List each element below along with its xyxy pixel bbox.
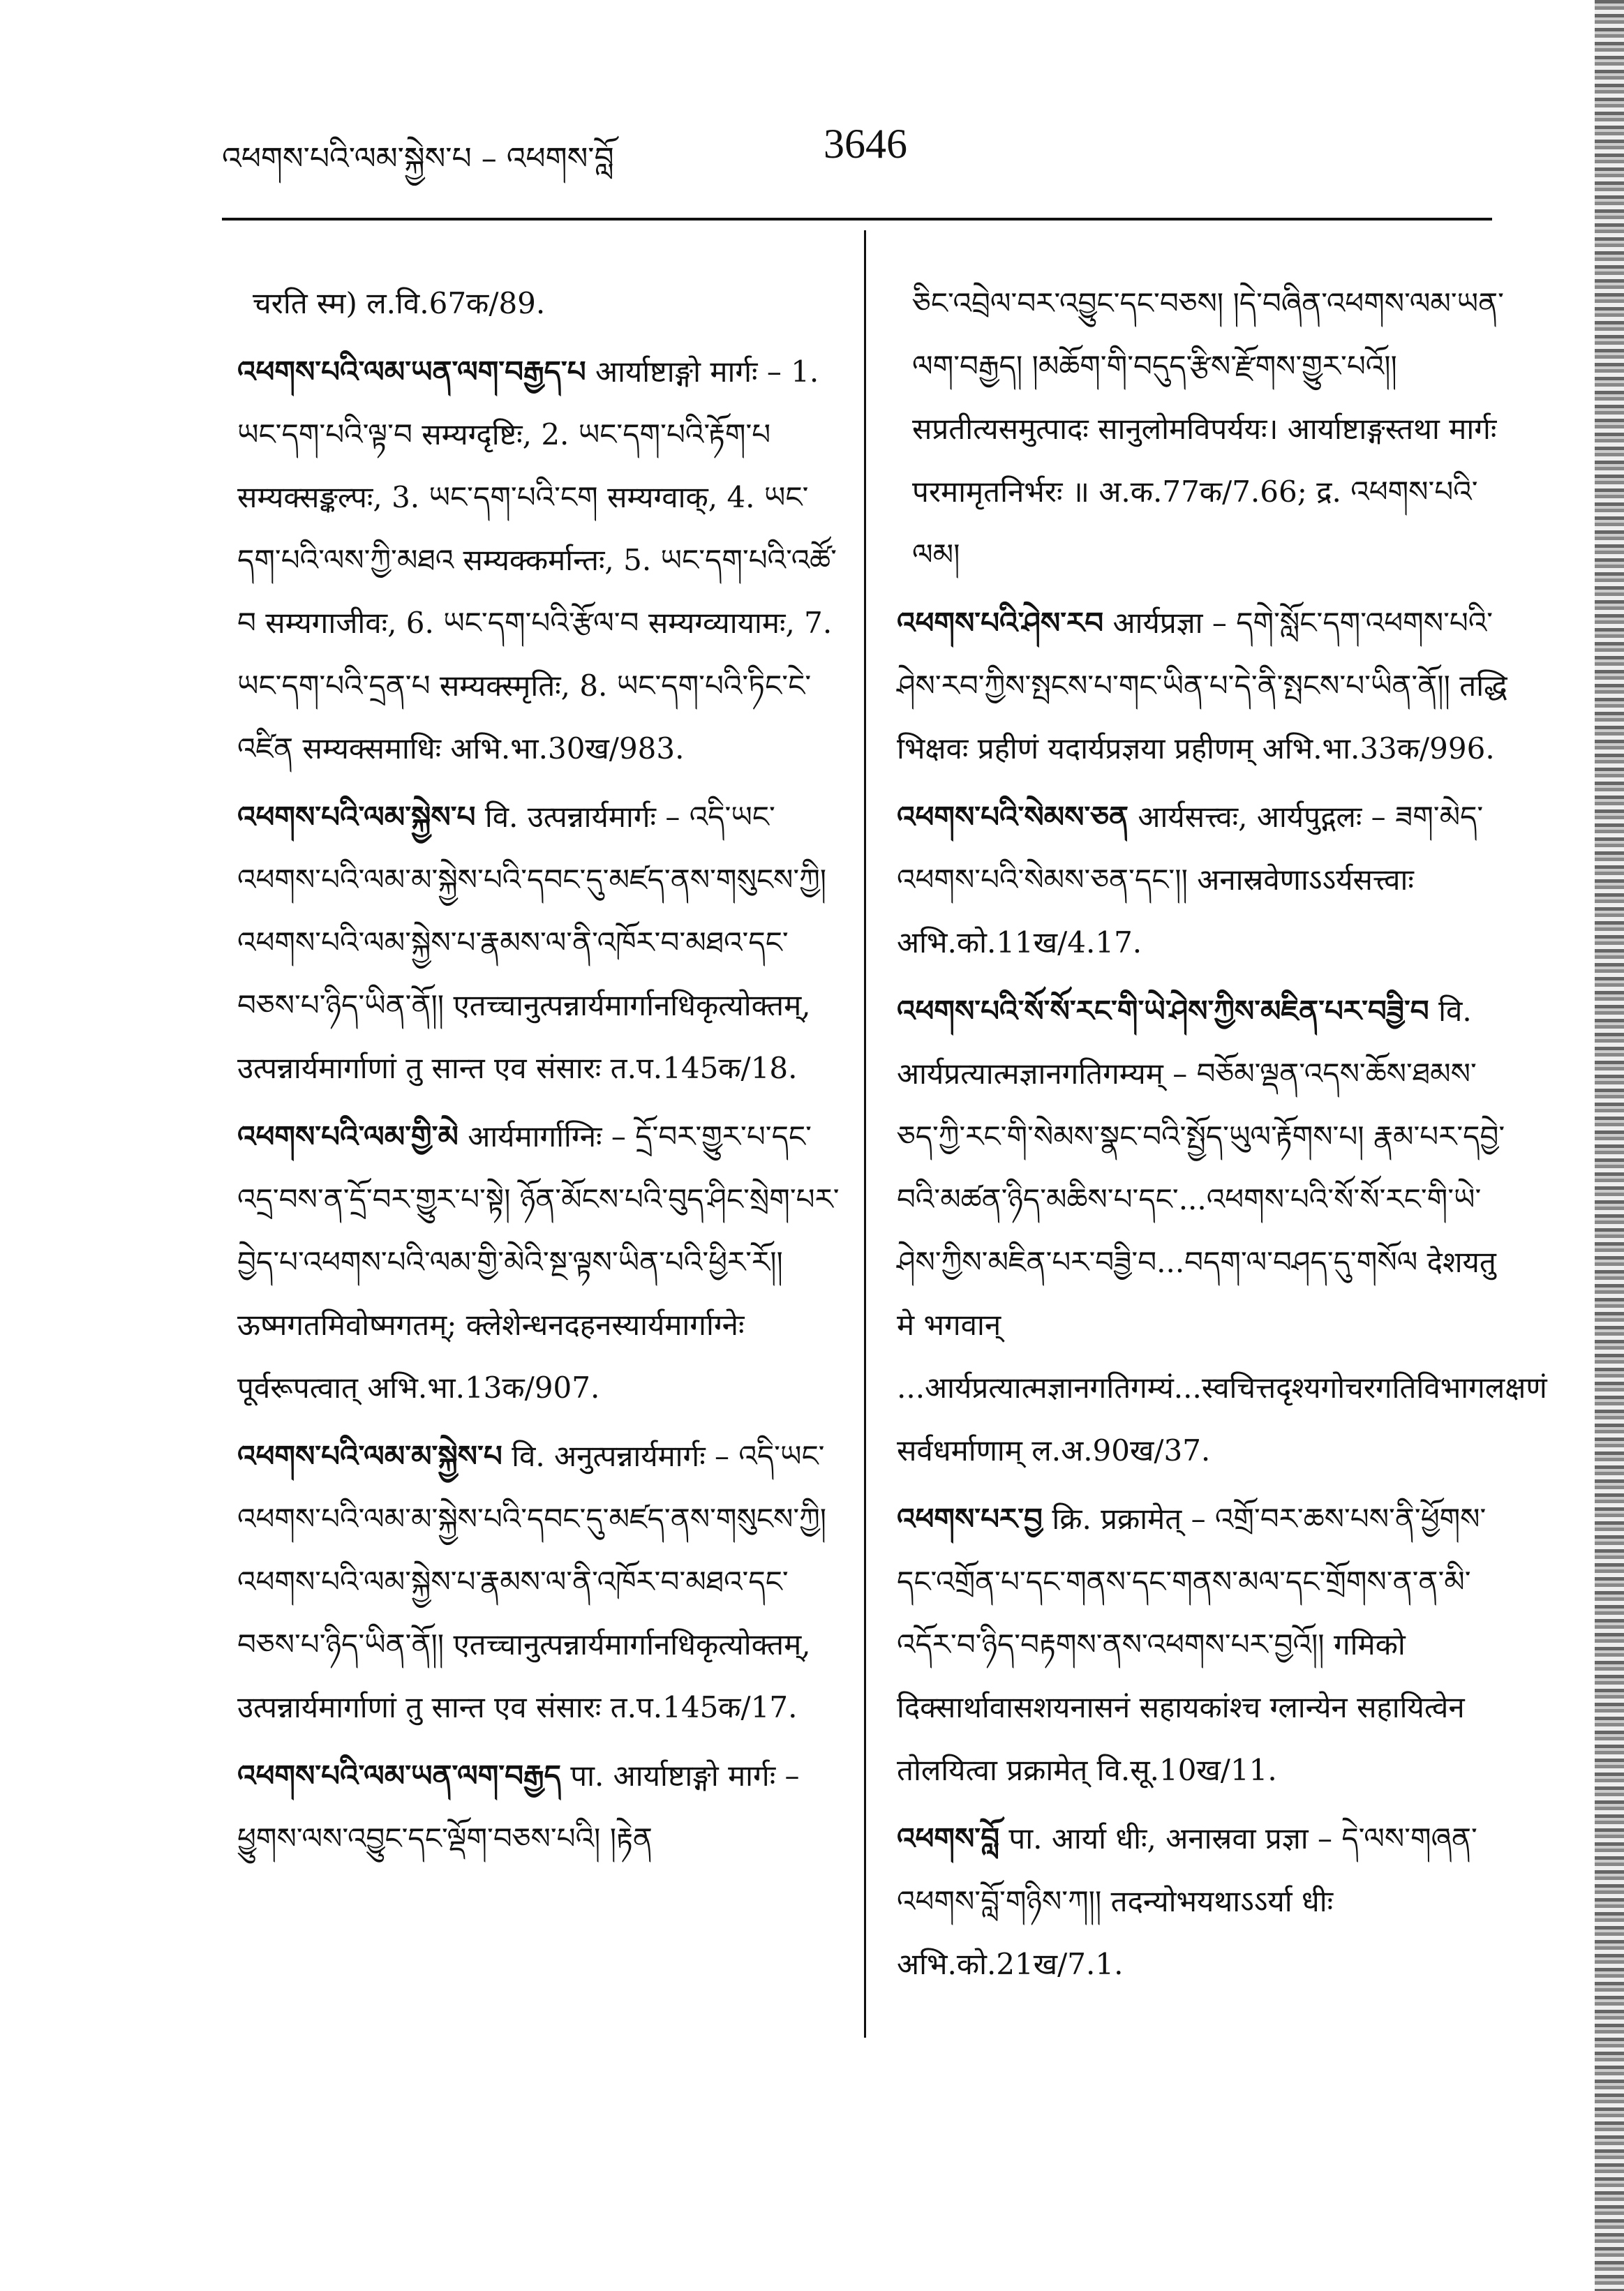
entry-text: चरति स्म) ल.वि.67क/89. <box>253 286 546 320</box>
entry-headword: འཕགས་བློ <box>897 1821 1000 1856</box>
entry-headword: འཕགས་པར་བྱ <box>897 1502 1043 1536</box>
dictionary-entry <box>237 1105 851 1419</box>
dictionary-entry <box>237 1425 851 1739</box>
left-column <box>237 272 851 1870</box>
page-number: 3646 <box>824 121 907 167</box>
entry-text: वि. उत्पन्नार्यमार्गः – འདི་ཡང་འཕགས་པའི་ལམ་མ་སྐྱེས་པའི་དབང་དུ་མཛད་ནས་གསུངས་ཀྱི། འཕགས་པའི་ལམ་སྐྱེས་པ་རྣམས་ལ་ནི་འཁོར་བ་མཐའ་དང་བཅས་པ་ཉིད་ཡིན་ནོ།། एतच्चानुत्पन्नार्यमार्गानधिकृत्योक्तम्, उत्पन्नार्यमार्गाणां तु सान्त एव संसारः त.प.145क/18. <box>237 800 827 1085</box>
dictionary-entry <box>897 1807 1511 1996</box>
entry-headword: འཕགས་པའི་ཤེས་རབ <box>897 606 1104 640</box>
entry-text: ཅིང་འབྲེལ་བར་འབྱུང་དང་བཅས། །དེ་བཞིན་འཕགས་ལམ་ཡན་ལག་བརྒྱད། །མཆོག་གི་བདུད་རྩིས་རྫོགས་གྱུར་པའོ།། सप्रतीत्यसमुत्पादः सानुलोमविपर्ययः। आर्याष्टाङ्गस्तथा मार्गः परमामृतनिर्भरः ॥ अ.क.77क/7.66; द्र. འཕགས་པའི་ལམ། <box>912 286 1504 572</box>
entry-headword: འཕགས་པའི་ལམ་ཡན་ལག་བརྒྱད <box>237 1759 561 1793</box>
entry-text: क्रि. प्रक्रामेत् – འགྲོ་བར་ཆས་པས་ནི་ཕྱོགས་དང་འགྲོན་པ་དང་གནས་དང་གནས་མལ་དང་གྲོགས་ན་ན་མི་འདོར་བ་ཉིད་བརྟགས་ནས་འཕགས་པར་བྱའོ།། गमिको दिक्सार्थावासशयनासनं सहायकांश्च ग्लान्येन सहायित्वेन तोलयित्वा प्रक्रामेत् वि.सू.10ख/11. <box>897 1502 1487 1787</box>
entry-headword: འཕགས་པའི་ལམ་གྱི་མེ <box>237 1119 459 1154</box>
dictionary-entry <box>237 341 851 780</box>
right-column <box>897 272 1547 1996</box>
entry-headword: འཕགས་པའི་ལམ་སྐྱེས་པ <box>237 800 476 834</box>
dictionary-entry <box>897 272 1511 586</box>
entry-headword: འཕགས་པའི་ལམ་མ་སྐྱེས་པ <box>237 1439 502 1473</box>
entry-headword: འཕགས་པའི་ལམ་ཡན་ལག་བརྒྱད་པ <box>237 355 586 389</box>
header-rule <box>222 218 1492 221</box>
entry-headword: འཕགས་པའི་སོ་སོ་རང་གི་ཡེ་ཤེས་ཀྱིས་མཇིན་པར་བཟྱི་བ <box>897 994 1429 1028</box>
entry-headword: འཕགས་པའི་སེམས་ཅན <box>897 800 1129 834</box>
entry-text: आर्यमार्गाग्निः – དྲོ་བར་གྱུར་པ་དང་འདྲ་བས་ན་དྲོ་བར་གྱུར་པ་སྟེ། ཉོན་མོངས་པའི་བུད་ཤིང་སྲེག་པར་བྱེད་པ་འཕགས་པའི་ལམ་གྱི་མེའི་སྔ་ལྟས་ཡིན་པའི་ཕྱིར་རོ།། ऊष्मगतमिवोष्मगतम्; क्लेशेन्धनदहनस्यार्यमार्गाग्नेः पूर्वरूपत्वात् अभि.भा.13क/907. <box>237 1119 840 1405</box>
dictionary-entry <box>897 980 1547 1482</box>
running-head: འཕགས་པའི་ལམ་སྐྱེས་པ – འཕགས་བློ <box>222 141 614 177</box>
entry-text: पा. आर्या धीः, अनास्रवा प्रज्ञा – དེ་ལས་གཞན་འཕགས་བློ་གཉིས་ཀ།། तदन्योभयथाऽऽर्या धीः अभि.को.21ख/7.1. <box>897 1821 1477 1981</box>
dictionary-entry <box>897 1488 1511 1802</box>
column-divider <box>864 230 866 2038</box>
entry-text: वि. आर्यप्रत्यात्मज्ञानगतिगम्यम् – བཅོམ་ལྡན་འདས་ཆོས་ཐམས་ཅད་ཀྱི་རང་གི་སེམས་སྣང་བའི་སྤྱོད་ཡུལ་རྟོགས་པ། རྣམ་པར་དབྱེ་བའི་མཚན་ཉིད་མཆིས་པ་དང་...འཕགས་པའི་སོ་སོ་རང་གི་ཡེ་ཤེས་ཀྱིས་མཇིན་པར་བཟྱི་བ...བདག་ལ་བཤད་དུ་གསོལ देशयतु मे भगवान् ...आर्यप्रत्यात्मज्ञानगतिगम्यं...स्वचित्तदृश्यगोचरगतिविभागलक्षणं सर्वधर्माणाम् ल.अ.90ख/37. <box>897 994 1547 1468</box>
entry-text: आर्यप्रज्ञा – དགེ་སློང་དག་འཕགས་པའི་ཤེས་རབ་ཀྱིས་སྤངས་པ་གང་ཡིན་པ་དེ་ནི་སྤངས་པ་ཡིན་ནོ།། तद्धि भिक्षवः प्रहीणं यदार्यप्रज्ञया प्रहीणम् अभि.भा.33क/996. <box>897 606 1507 766</box>
entry-text: वि. अनुत्पन्नार्यमार्गः – འདི་ཡང་འཕགས་པའི་ལམ་མ་སྐྱེས་པའི་དབང་དུ་མཛད་ནས་གསུངས་ཀྱི། འཕགས་པའི་ལམ་སྐྱེས་པ་རྣམས་ལ་ནི་འཁོར་བ་མཐའ་དང་བཅས་པ་ཉིད་ཡིན་ནོ།། एतच्चानुत्पन्नार्यमार्गानधिकृत्योक्तम्, उत्पन्नार्यमार्गाणां तु सान्त एव संसारः त.प.145क/17. <box>237 1439 827 1724</box>
entry-text: आर्याष्टाङ्गो मार्गः – 1. ཡང་དག་པའི་ལྟ་བ सम्यग्दृष्टिः, 2. ཡང་དག་པའི་རྟོག་པ सम्यक्सङ्कल्पः, 3. ཡང་དག་པའི་ངག सम्यग्वाक्, 4. ཡང་དག་པའི་ལས་ཀྱི་མཐའ सम्यक्कर्मान्तः, 5. ཡང་དག་པའི་འཚོ་བ सम्यगाजीवः, 6. ཡང་དག་པའི་རྩོལ་བ सम्यग्व्यायामः, 7. ཡང་དག་པའི་དྲན་པ सम्यक्स्मृतिः, 8. ཡང་དག་པའི་ཏིང་ངེ་འཛིན सम्यक्समाधिः अभि.भा.30ख/983. <box>237 355 837 766</box>
dictionary-entry <box>237 1745 851 1870</box>
dictionary-entry <box>897 786 1511 974</box>
scan-edge <box>1595 0 1624 2291</box>
entry-text: आर्यसत्त्वः, आर्यपुद्गलः – ཟག་མེད་འཕགས་པའི་སེམས་ཅན་དང་།། अनास्रवेणाऽऽर्यसत्त्वाः अभि.को.11ख/4.17. <box>897 800 1484 960</box>
entry-text: पा. आर्याष्टाङ्गो मार्गः – ཕྱུགས་ལས་འབྱུང་དང་ལྡོག་བཅས་པའི། །རྟེན <box>237 1759 800 1856</box>
dictionary-entry <box>237 272 851 335</box>
dictionary-entry <box>897 592 1511 780</box>
dictionary-entry <box>237 786 851 1100</box>
